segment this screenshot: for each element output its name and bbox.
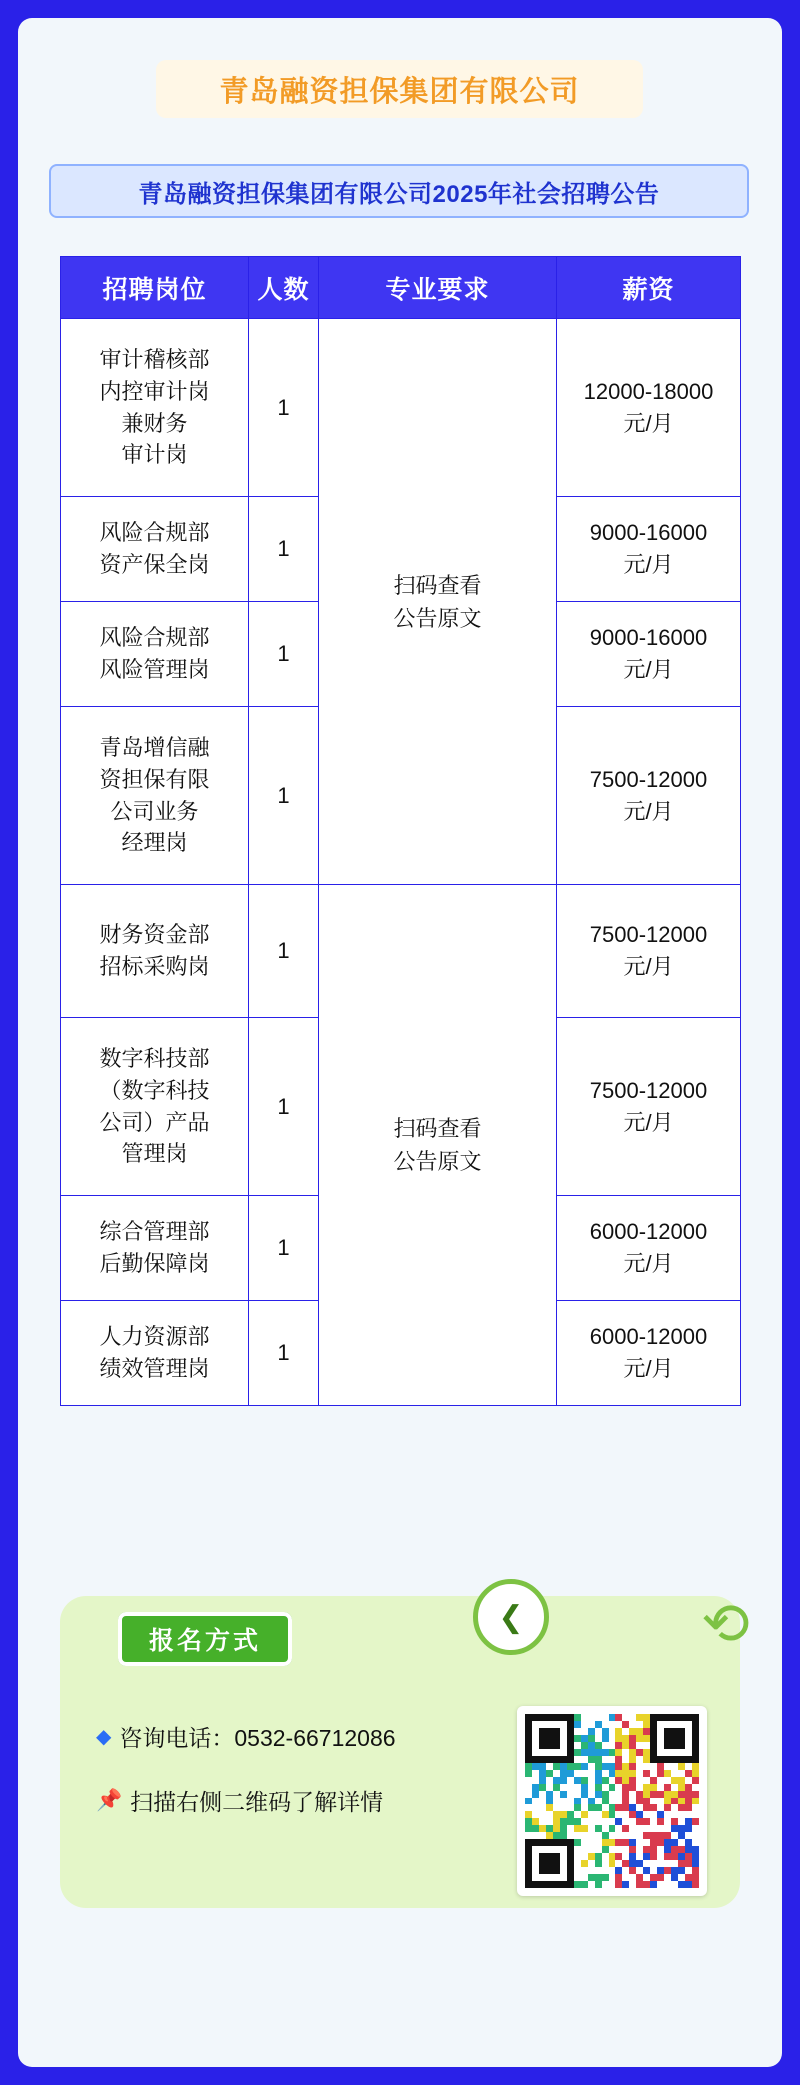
- jobs-table-body: [61, 319, 741, 1406]
- cell-count: 1: [249, 319, 319, 497]
- cell-count: 1: [249, 1301, 319, 1406]
- poster-card: [18, 18, 782, 2067]
- clock-icon: ❮: [473, 1579, 549, 1655]
- contact-phone-row: [96, 1720, 396, 1753]
- apply-method-label: 报名方式: [148, 1627, 261, 1655]
- cell-salary: 7500-12000 元/月: [557, 707, 741, 885]
- cell-count: 1: [249, 707, 319, 885]
- qr-code-grid: [525, 1714, 699, 1888]
- cell-post: 数字科技部 （数字科技 公司）产品 管理岗: [61, 1018, 249, 1196]
- cell-post: 综合管理部 后勤保障岗: [61, 1196, 249, 1301]
- jobs-table: [60, 256, 741, 1406]
- cell-salary: 9000-16000 元/月: [557, 497, 741, 602]
- cell-salary: 9000-16000 元/月: [557, 602, 741, 707]
- hook-icon: ⟳: [702, 1592, 751, 1657]
- announcement-title-bar: [49, 164, 749, 218]
- column-header-count: 人数: [249, 257, 319, 319]
- pin-icon: 📌: [96, 1788, 123, 1812]
- cell-salary: 6000-12000 元/月: [557, 1301, 741, 1406]
- announcement-title: 青岛融资担保集团有限公司2025年社会招聘公告: [138, 180, 660, 208]
- column-header-salary: 薪资: [557, 257, 741, 319]
- cell-post: 财务资金部 招标采购岗: [61, 885, 249, 1018]
- contact-phone-text: 咨询电话：0532-66712086: [119, 1725, 396, 1751]
- cell-post: 人力资源部 绩效管理岗: [61, 1301, 249, 1406]
- company-title-pill: [156, 60, 643, 118]
- diamond-icon: ◆: [96, 1726, 112, 1748]
- cell-post: 风险合规部 风险管理岗: [61, 602, 249, 707]
- cell-post: 青岛增信融 资担保有限 公司业务 经理岗: [61, 707, 249, 885]
- contact-qr-row: [96, 1784, 383, 1817]
- cell-count: 1: [249, 497, 319, 602]
- cell-count: 1: [249, 1196, 319, 1301]
- table-row: [61, 319, 741, 497]
- table-header-row: [61, 257, 741, 319]
- table-row: [61, 885, 741, 1018]
- cell-salary: 6000-12000 元/月: [557, 1196, 741, 1301]
- apply-method-badge: [118, 1612, 292, 1666]
- cell-post: 风险合规部 资产保全岗: [61, 497, 249, 602]
- company-title: 青岛融资担保集团有限公司: [219, 75, 580, 108]
- qr-code[interactable]: [517, 1706, 707, 1896]
- cell-salary: 12000-18000 元/月: [557, 319, 741, 497]
- cell-count: 1: [249, 602, 319, 707]
- contact-qr-text: 扫描右侧二维码了解详情: [130, 1789, 384, 1815]
- column-header-post: 招聘岗位: [61, 257, 249, 319]
- cell-salary: 7500-12000 元/月: [557, 885, 741, 1018]
- column-header-major: 专业要求: [319, 257, 557, 319]
- cell-post: 审计稽核部 内控审计岗 兼财务 审计岗: [61, 319, 249, 497]
- cell-major-group-2: 扫码查看 公告原文: [319, 885, 557, 1406]
- cell-major-group-1: 扫码查看 公告原文: [319, 319, 557, 885]
- cell-salary: 7500-12000 元/月: [557, 1018, 741, 1196]
- jobs-table-wrapper: [60, 256, 740, 1406]
- cell-count: 1: [249, 885, 319, 1018]
- cell-count: 1: [249, 1018, 319, 1196]
